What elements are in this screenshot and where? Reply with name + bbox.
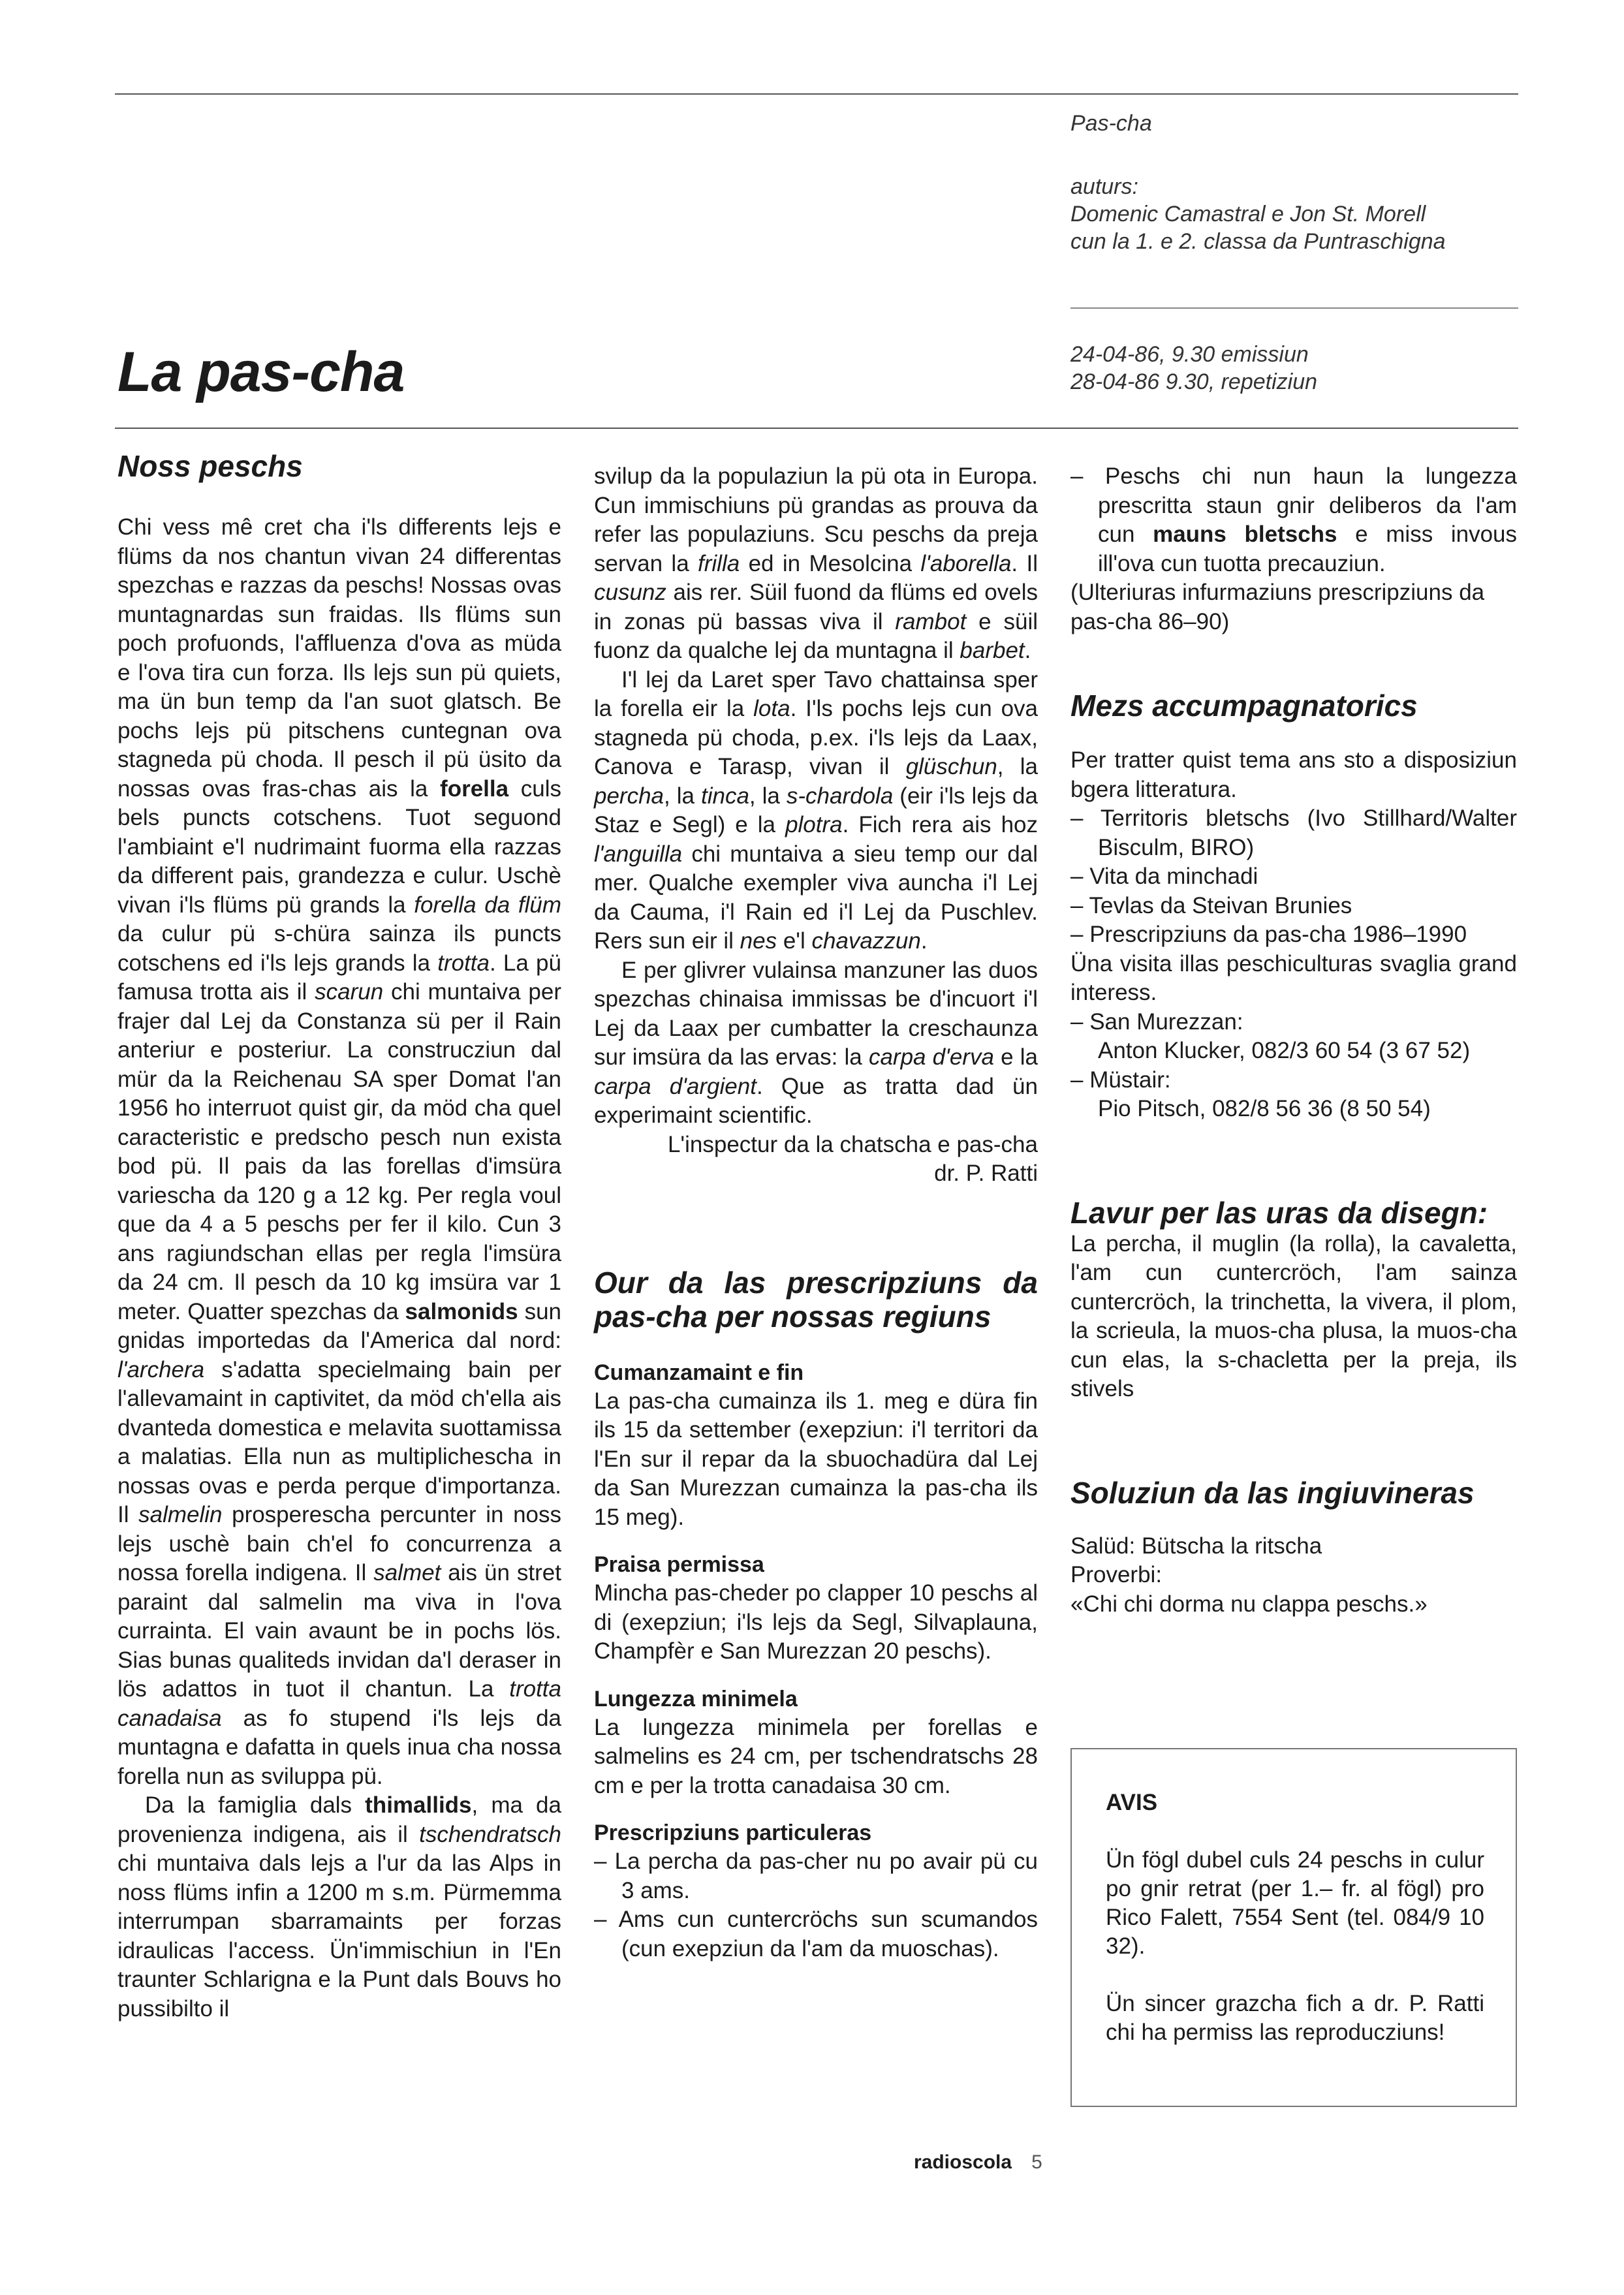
notice-paragraph: Ün sincer grazcha fich a dr. P. Ratti chi ha permiss las reproducziuns!: [1106, 1991, 1484, 2045]
subheading: Cumanzamaint e fin: [594, 1360, 804, 1385]
subheading: Lungezza minimela: [594, 1686, 798, 1711]
solution-line: Salüd: Bütscha la ritscha: [1070, 1533, 1322, 1559]
notice-box: [1070, 1748, 1517, 2107]
contact-line: Pio Pitsch, 082/8 56 36 (8 50 54): [1098, 1096, 1431, 1121]
list-item: – Vita da minchadi: [1070, 864, 1258, 889]
section-heading-noss-peschs: Noss peschs: [117, 449, 303, 483]
note: (Ulteriuras infurmaziuns prescripziuns da pas-cha 86–90): [1070, 580, 1485, 634]
subheading: Prescripziuns particuleras: [594, 1820, 872, 1845]
list-item: – Prescripziuns da pas-cha 1986–1990: [1070, 922, 1467, 947]
page-footer: [914, 2151, 1042, 2174]
broadcast-date: 24-04-86, 9.30 emissiun: [1070, 342, 1309, 367]
solution-line: Proverbi:: [1070, 1562, 1163, 1587]
signature-title: L'inspectur da la chatscha e pas-cha: [667, 1131, 1038, 1157]
section-heading-soluziun: Soluziun da las ingiuvineras: [1070, 1475, 1475, 1510]
paragraph: I'l lej da Laret sper Tavo chattainsa sper la forella eir la lota. I'ls pochs lejs cun ova stagneda pü choda, p.ex. i'ls lejs da Laax, Canova e Tarasp, vivan il glüschun, la percha, la tinca, la s-chardola (eir i'ls lejs da Staz e Segl) e la plotra. Fich rera ais hoz l'anguilla chi muntaiva a sieu temp our dal mer. Qualche exempler viva auncha i'l Lej da Cauma, i'l Rain ed i'l Lej da Puschlev. Rers sun eir il nes e'l chavazzun.: [594, 666, 1038, 954]
column-1: [117, 449, 561, 2023]
column-2: [594, 462, 1038, 1963]
list-item: – San Murezzan:: [1070, 1008, 1243, 1035]
paragraph: La lungezza minimela per forellas e salmelins es 24 cm, per tschendratschs 28 cm e per la trotta canadaisa 30 cm.: [594, 1714, 1038, 1798]
notice-title: AVIS: [1106, 1790, 1158, 1815]
list-item: – Peschs chi nun haun la lungezza prescritta staun gnir deliberos da l'am cun mauns bletschs e miss invous ill'ova cun tuotta precauziun.: [1070, 463, 1518, 576]
paragraph: La pas-cha cumainza ils 1. meg e düra fin ils 15 da settember (exepziun: i'l territori da l'En sur il repar da la sbuochadüra dal Lej da San Murezzan cumainza la pas-cha ils 15 meg).: [594, 1388, 1038, 1530]
dates-rule: [1070, 307, 1518, 309]
magazine-name: radioscola: [914, 2151, 1012, 2173]
section-heading-mezs: Mezs accumpagnatorics: [1070, 689, 1418, 723]
class-info: cun la 1. e 2. classa da Puntraschigna: [1070, 229, 1446, 254]
authors: Domenic Camastral e Jon St. Morell: [1070, 202, 1426, 226]
column-3: [1070, 462, 1517, 1619]
contact-line: Anton Klucker, 082/3 60 54 (3 67 52): [1098, 1038, 1471, 1063]
paragraph: Chi vess mê cret cha i'ls differents lejs e flüms da nos chantun vivan 24 differentas spezchas e razzas da peschs! Nossas ovas muntagnardas sun fraidas. Ils flüms sun poch profuonds, l'affluenza d'ova as müda e l'ova tira cun forza. Ils lejs sun pü quiets, ma ün bun temp da l'an suot glatsch. Be pochs lejs pü pitschens cuntegnan ova stagneda pü choda. Il pesch il pü üsito da nossas ovas fras-chas ais la forella culs bels puncts cotschens. Tuot seguond l'ambiaint e'l nudrimaint fuorma ella razzas da different pais, grandezza e culur. Uschè vivan i'ls flüms pü grands la forella da flüm da culur pü s-chüra sainza ils puncts cotschens ed i'ls lejs grands la trotta. La pü famusa trotta ais il scarun chi muntaiva per frajer dal Lej da Constanza sü per il Rain anteriur e posteriur. La construcziun dal mür da la Reichenau SA sper Domat l'an 1956 ho interruot quist gir, da möd cha quel caracteristic e predscho pesch nun exista bod pü. Il pais da las forellas d'imsüra varieschа da 120 g a 12 kg. Per regla voul que da 4 a 5 peschs per fer il kilo. Cun 3 ans ragiundschan ellas per regla l'imsüra da 24 cm. Il pesch da 10 kg imsüra var 1 meter. Quatter spezchas da salmonids sun gnidas importedas da l'America dal nord: l'archera s'adatta specielmaing bain per l'allevamaint in captivitet, da möd ch'ella ais dvanteda domestica e melavita suottamissa a malatias. Ella nun as multiplichescha in nossas ovas e perda perque d'importanza. Il salmelin prospereschа percunter in noss lejs uschè bain ch'el fo concurrenza a nossa forella indigena. Il salmet ais ün stret paraint dal salmelin ma viva in l'ova currainta. El vain avaunt be in pochs lös. Sias bunas qualiteds invidan da'l deraser in lös adattos in tuot il chantun. La trotta canadaisa as fo stupend i'ls lejs da muntagna e dafatta in quels inua cha nossa forella nun as sviluppa pü.: [117, 514, 562, 1789]
paragraph: Üna visita illas peschiculturas svaglia grand interess.: [1070, 950, 1517, 1005]
subheading: Praisa permissa: [594, 1552, 764, 1577]
broadcast-dates: [1070, 341, 1567, 396]
paragraph: E per glivrer vulainsa manzuner las duos spezchas chinaisa immissas be d'incuort i'l Lej da Laax per cumbatter la creschaunza sur imsüra da las ervas: la carpa d'erva e la carpa d'argient. Que as tratta dad ün experimaint scientific.: [594, 957, 1038, 1128]
solution-line: «Chi chi dorma nu clappa peschs.»: [1070, 1591, 1428, 1617]
section-heading-lavur: Lavur per las uras da disegn:: [1070, 1195, 1488, 1230]
paragraph: La percha, il muglin (la rolla), la cavaletta, l'am cun cuntercröch, l'am sainza cuntercröch, la trinchetta, la vivera, il plom, la scrieula, la muos-cha plusa, la muos-cha cun elas, la s-chacletta per la preja, ils stivels: [1070, 1230, 1517, 1401]
authors-label: auturs:: [1070, 174, 1138, 199]
signature-name: dr. P. Ratti: [934, 1161, 1038, 1186]
notice-paragraph: Ün fögl dubel culs 24 peschs in culur po gnir retrat (per 1.– fr. al fögl) pro Rico Falett, 7554 Sent (tel. 084/9 10 32).: [1106, 1847, 1484, 1959]
list-item: – Territoris bletschs (Ivo Stillhard/Walter Bisculm, BIRO): [1070, 805, 1517, 860]
program-name: Pas-cha: [1070, 111, 1152, 136]
program-meta: [1070, 110, 1567, 255]
page-title: La pas-cha: [117, 341, 405, 403]
paragraph: Per tratter quist tema ans sto a disposiziun bgera litteratura.: [1070, 747, 1517, 802]
paragraph: Mincha pas-cheder po clapper 10 peschs al di (exepziun; i'ls lejs da Segl, Silvaplauna, Champfèr e San Murezzan 20 peschs).: [594, 1580, 1038, 1664]
paragraph: Da la famiglia dals thimallids, ma da provenienza indigena, ais il tschendratsch chi muntaiva dals lejs a l'ur da las Alps in noss flüms infin a 1200 m s.m. Pürmemma interrumpan sbarramaints per forzas idraulicas l'access. Ün'immischiun in l'En traunter Schlarigna e la Punt dals Bouvs ho pussibilto il: [117, 1792, 561, 2022]
paragraph: svilup da la populaziun la pü ota in Europa. Cun immischiuns pü grandas as prouva da refer las populaziuns. Scu peschs da preja servan la frilla ed in Mesolcina l'aborella. Il cusunz ais rer. Süil fuond da flüms ed ovels in zonas pü bassas viva il rambot e süil fuonz da qualche lej da muntagna il barbet.: [594, 463, 1038, 663]
list-item: – Müstair:: [1070, 1067, 1171, 1093]
list-item: – Tevlas da Steivan Brunies: [1070, 892, 1352, 918]
top-rule: [115, 93, 1518, 95]
page-number: 5: [1031, 2151, 1042, 2173]
title-rule: [115, 428, 1518, 429]
list-item: – La percha da pas-cher nu po avair pü cu 3 ams.: [594, 1849, 1038, 1903]
section-heading-prescripziuns: Our da las prescripziuns da pas-cha per nossas regiuns: [594, 1265, 1038, 1334]
list-item: – Ams cun cuntercröchs sun scumandos (cun exepziun da l'am da muoschas).: [594, 1907, 1038, 1961]
rebroadcast-date: 28-04-86 9.30, repetiziun: [1070, 369, 1318, 394]
